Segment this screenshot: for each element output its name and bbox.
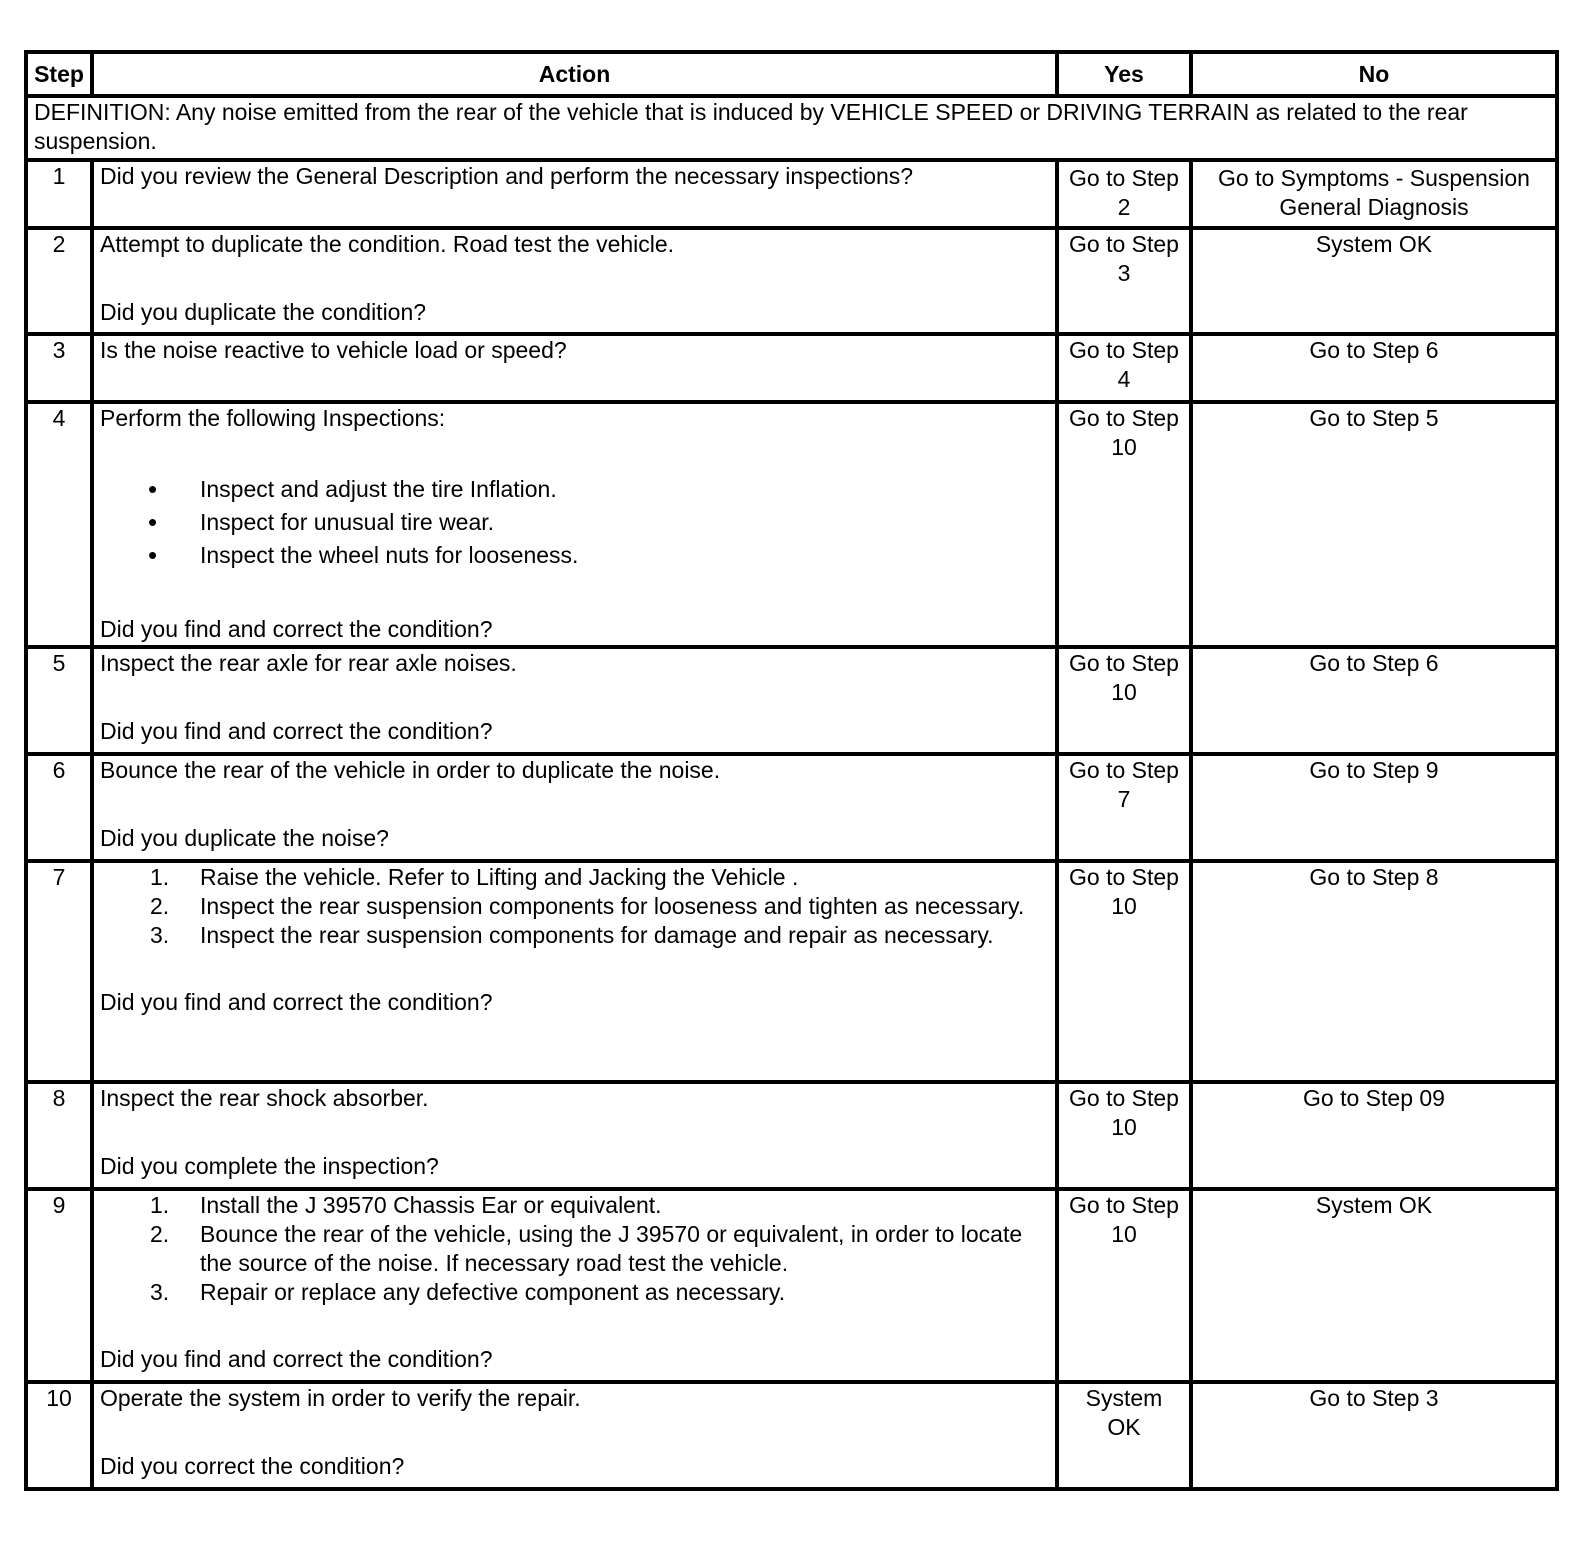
yes-cell <box>1057 647 1191 754</box>
action-text: Operate the system in order to verify the repair. <box>100 1385 581 1411</box>
no-cell <box>1191 1082 1557 1189</box>
yes-text: OK <box>1107 1414 1141 1440</box>
header-yes: Yes <box>1057 52 1191 96</box>
definition-row <box>26 96 1557 160</box>
yes-text: 10 <box>1111 1221 1137 1247</box>
item-number: 1. <box>150 864 170 890</box>
yes-cell <box>1057 1189 1191 1382</box>
action-cell <box>92 1189 1057 1382</box>
table-row <box>26 1082 1557 1189</box>
question-text: Did you find and correct the condition? <box>100 989 493 1015</box>
item-text: Inspect the rear suspension components for damage and repair as necessary. <box>200 922 994 948</box>
item-number: 2. <box>150 893 170 919</box>
table-row <box>26 861 1557 1082</box>
item-number: 1. <box>150 1192 170 1218</box>
yes-cell <box>1057 228 1191 334</box>
no-cell <box>1191 334 1557 402</box>
question-text: Did you find and correct the condition? <box>100 718 493 744</box>
action-text: Inspect the rear axle for rear axle noises. <box>100 650 517 676</box>
question-text: Did you duplicate the condition? <box>100 299 427 325</box>
yes-text: 10 <box>1111 434 1137 460</box>
action-cell <box>92 861 1057 1082</box>
item-text: Repair or replace any defective component as necessary. <box>200 1279 786 1305</box>
yes-text: 10 <box>1111 893 1137 919</box>
no-cell <box>1191 1382 1557 1489</box>
step-number: 7 <box>26 861 92 1082</box>
action-text: Bounce the rear of the vehicle in order to duplicate the noise. <box>100 757 721 783</box>
action-cell <box>92 1082 1057 1189</box>
yes-text: 10 <box>1111 1114 1137 1140</box>
item-number: 3. <box>150 1279 170 1305</box>
no-text: Go to Step 8 <box>1309 864 1439 890</box>
yes-text: Go to Step <box>1069 337 1179 363</box>
item-text: Inspect the rear suspension components for looseness and tighten as necessary. <box>200 893 1025 919</box>
list-item <box>100 892 1049 921</box>
table-row <box>26 228 1557 334</box>
no-cell <box>1191 1189 1557 1382</box>
no-text: Go to Step 5 <box>1309 405 1439 431</box>
step-number: 2 <box>26 228 92 334</box>
table-row <box>26 402 1557 647</box>
question-text: Did you duplicate the noise? <box>100 825 389 851</box>
header-step: Step <box>26 52 92 96</box>
action-cell <box>92 334 1057 402</box>
yes-text: Go to Step <box>1069 165 1179 191</box>
no-text: Go to Step 6 <box>1309 650 1439 676</box>
table-row <box>26 160 1557 228</box>
item-text: Install the J 39570 Chassis Ear or equivalent. <box>200 1192 662 1218</box>
numbered-list <box>100 863 1049 950</box>
table-row <box>26 334 1557 402</box>
yes-text: 2 <box>1117 194 1131 220</box>
question-text: Did you complete the inspection? <box>100 1153 439 1179</box>
table-row <box>26 754 1557 861</box>
header-no: No <box>1191 52 1557 96</box>
definition-text: DEFINITION: Any noise emitted from the rear of the vehicle that is induced by VEHICLE SPEED or DRIVING TERRAIN as related to the rear suspension. <box>26 96 1557 160</box>
no-text: System OK <box>1315 231 1433 257</box>
step-number: 10 <box>26 1382 92 1489</box>
no-text: Go to Symptoms - Suspension <box>1218 165 1530 191</box>
yes-text: 3 <box>1117 260 1131 286</box>
list-item <box>100 1220 1049 1278</box>
step-number: 4 <box>26 402 92 647</box>
no-cell <box>1191 160 1557 228</box>
yes-cell <box>1057 1082 1191 1189</box>
list-item <box>100 1191 1049 1220</box>
list-item: • Inspect and adjust the tire Inflation. <box>100 473 1049 506</box>
yes-text: 10 <box>1111 679 1137 705</box>
no-text: General Diagnosis <box>1279 194 1469 220</box>
action-cell <box>92 402 1057 647</box>
yes-text: Go to Step <box>1069 650 1179 676</box>
no-cell <box>1191 647 1557 754</box>
yes-text: Go to Step <box>1069 405 1179 431</box>
no-text: Go to Step 9 <box>1309 757 1439 783</box>
item-number: 3. <box>150 922 170 948</box>
table-row <box>26 647 1557 754</box>
yes-cell <box>1057 1382 1191 1489</box>
question-text: Did you correct the condition? <box>100 1453 405 1479</box>
yes-text: 4 <box>1117 366 1131 392</box>
step-number: 5 <box>26 647 92 754</box>
action-text: Attempt to duplicate the condition. Road test the vehicle. <box>100 231 675 257</box>
yes-text: Go to Step <box>1069 864 1179 890</box>
step-number: 1 <box>26 160 92 228</box>
yes-cell <box>1057 754 1191 861</box>
step-number: 3 <box>26 334 92 402</box>
action-cell <box>92 228 1057 334</box>
no-cell <box>1191 228 1557 334</box>
no-cell <box>1191 754 1557 861</box>
item-text: Bounce the rear of the vehicle, using the J 39570 or equivalent, in order to locate the source of the noise. If necessary road test the vehicle. <box>200 1221 1023 1276</box>
action-cell <box>92 160 1057 228</box>
yes-text: Go to Step <box>1069 1085 1179 1111</box>
diagnostic-table <box>24 50 1559 1491</box>
item-text: Raise the vehicle. Refer to Lifting and Jacking the Vehicle . <box>200 864 799 890</box>
no-text: Go to Step 09 <box>1303 1085 1445 1111</box>
question-text: Did you find and correct the condition? <box>100 616 493 642</box>
yes-text: Go to Step <box>1069 231 1179 257</box>
question-text: Did you find and correct the condition? <box>100 1346 493 1372</box>
yes-text: System <box>1085 1385 1163 1411</box>
yes-cell <box>1057 861 1191 1082</box>
action-text: Inspect the rear shock absorber. <box>100 1085 429 1111</box>
bullet-list <box>100 473 1049 572</box>
yes-text: 7 <box>1117 786 1131 812</box>
action-cell <box>92 754 1057 861</box>
no-text: Go to Step 3 <box>1309 1385 1439 1411</box>
step-number: 6 <box>26 754 92 861</box>
no-text: System OK <box>1315 1192 1433 1218</box>
yes-text: Go to Step <box>1069 1192 1179 1218</box>
list-item <box>100 921 1049 950</box>
table-row <box>26 1189 1557 1382</box>
action-text: Did you review the General Description and perform the necessary inspections? <box>100 163 914 189</box>
header-action: Action <box>92 52 1057 96</box>
numbered-list <box>100 1191 1049 1307</box>
action-cell <box>92 1382 1057 1489</box>
list-item: • Inspect for unusual tire wear. <box>100 506 1049 539</box>
action-text: Is the noise reactive to vehicle load or speed? <box>100 337 567 363</box>
yes-text: Go to Step <box>1069 757 1179 783</box>
yes-cell <box>1057 334 1191 402</box>
list-item: • Inspect the wheel nuts for looseness. <box>100 539 1049 572</box>
table-row <box>26 1382 1557 1489</box>
list-item <box>100 863 1049 892</box>
step-number: 9 <box>26 1189 92 1382</box>
yes-cell <box>1057 402 1191 647</box>
header-row <box>26 52 1557 96</box>
no-cell <box>1191 402 1557 647</box>
no-text: Go to Step 6 <box>1309 337 1439 363</box>
item-number: 2. <box>150 1221 170 1247</box>
step-number: 8 <box>26 1082 92 1189</box>
list-item <box>100 1278 1049 1307</box>
no-cell <box>1191 861 1557 1082</box>
yes-cell <box>1057 160 1191 228</box>
action-cell <box>92 647 1057 754</box>
action-text: Perform the following Inspections: <box>100 405 446 431</box>
